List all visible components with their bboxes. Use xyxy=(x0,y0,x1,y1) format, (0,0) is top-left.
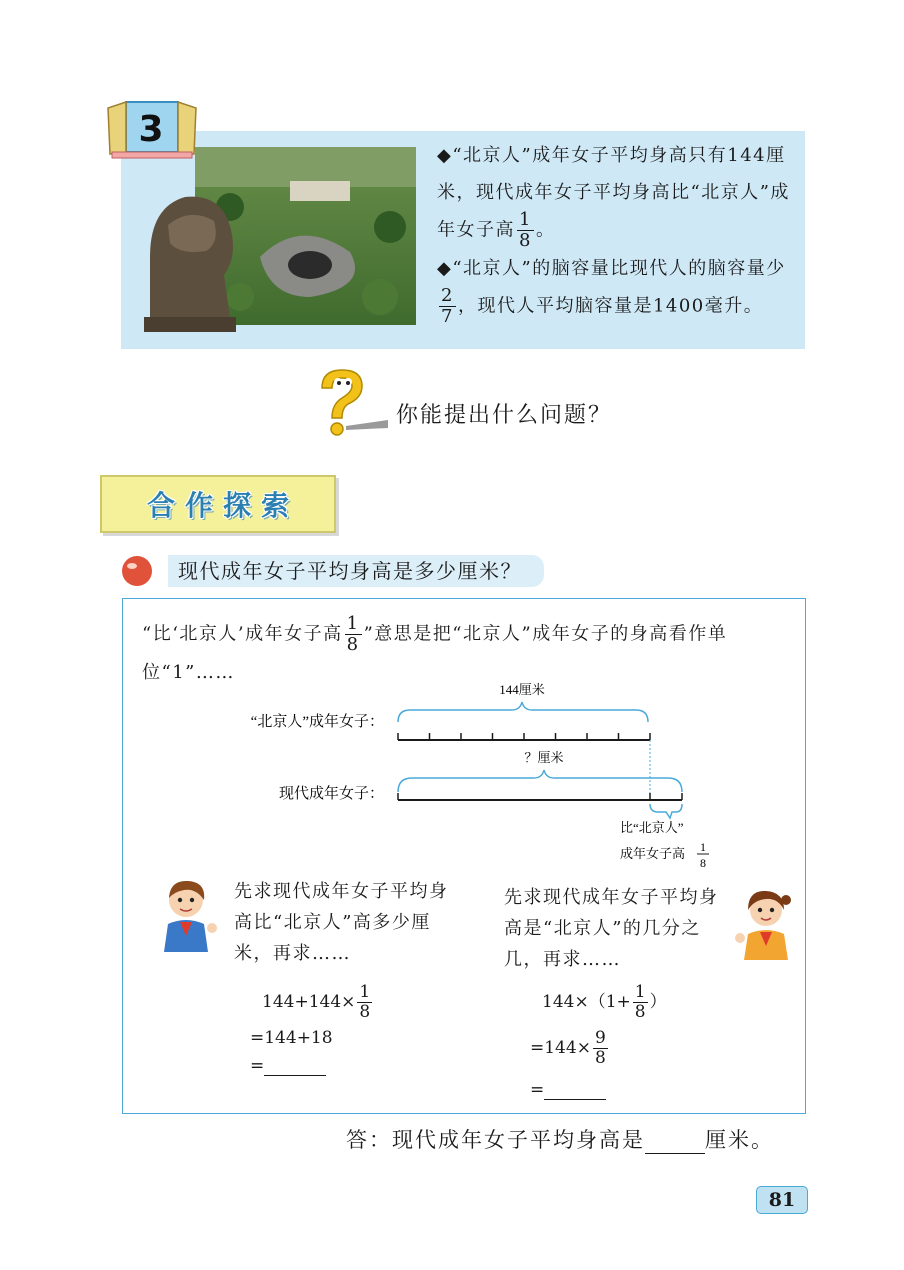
answer-blank[interactable] xyxy=(645,1133,705,1154)
left-calc-line2: =144+18 xyxy=(250,1028,333,1048)
fraction-two-sevenths: $\frac{2}{7}$ xyxy=(441,285,454,327)
left-method-talk: 先求现代成年女子平均身高比“北京人”高多少厘米，再求…… xyxy=(234,881,449,964)
right-method-talk: 先求现代成年女子平均身高是“北京人”的几分之几，再求…… xyxy=(504,887,719,970)
peking-man-photo xyxy=(140,147,416,332)
question-mark-icon xyxy=(310,366,390,440)
row2-label: 现代成年女子： xyxy=(278,786,384,802)
line-segment-diagram xyxy=(200,678,760,878)
answer-line: 答：现代成年女子平均身高是 厘米。 xyxy=(346,1128,774,1152)
answer-blank[interactable] xyxy=(264,1057,326,1076)
bullet2-text: ◆“北京人”的脑容量比现代人的脑容量少 xyxy=(437,258,786,279)
note-den: 8 xyxy=(700,856,706,870)
brace-unknown xyxy=(398,770,682,792)
left-calc-line3: = xyxy=(250,1056,326,1076)
fraction-one-eighth: $\frac{1}{8}$ xyxy=(519,209,532,251)
brace-144 xyxy=(398,702,648,722)
girl-character-icon xyxy=(732,886,796,960)
boy-character-icon xyxy=(156,878,222,952)
section-title xyxy=(100,475,336,533)
bullet1-text: ◆“北京人”成年女子平均身高只有144厘米，现代成年女子平均身高比“北京人”成年女子高 xyxy=(437,145,790,241)
note-line2: 成年女子高 xyxy=(620,846,686,861)
right-calc-line3: = xyxy=(530,1080,606,1100)
right-calc-line1: 144×（1+ $\frac{1}{8}$ ） xyxy=(542,982,667,1022)
problem-text: ◆“北京人”成年女子平均身高只有144厘米，现代成年女子平均身高比“北京人”成年女子高 $\frac{1}{8}$ 。 ◆“北京人”的脑容量比现代人的脑容量少 $\frac{2}{7}$ ，现代人平均脑容量是1400毫升。 xyxy=(437,145,790,327)
fraction-one-eighth: $\frac{1}{8}$ xyxy=(346,613,360,655)
section-title-text: 合作探索 xyxy=(146,489,299,522)
explanation-text: “比‘北京人’成年女子高 $\frac{1}{8}$ ”意思是把“北京人”成年女子的身高看作单位“1”…… xyxy=(142,613,728,683)
answer-blank[interactable] xyxy=(544,1081,606,1100)
label-unknown-cm: ？厘米 xyxy=(524,750,564,765)
problem-number: 3 xyxy=(138,109,164,150)
page-number: 81 xyxy=(756,1186,808,1214)
red-ball-icon xyxy=(120,554,154,588)
note-line1: 比“北京人” xyxy=(620,820,684,835)
sub-question: 现代成年女子平均身高是多少厘米？ xyxy=(168,555,544,587)
right-calc-line2: =144× $\frac{9}{8}$ xyxy=(530,1028,606,1068)
brace-extra xyxy=(650,804,682,818)
note-num: 1 xyxy=(700,840,706,854)
left-calc-line1: 144+144× $\frac{1}{8}$ xyxy=(262,982,371,1022)
question-prompt: 你能提出什么问题？ xyxy=(396,403,613,428)
label-144cm: 144厘米 xyxy=(499,682,545,697)
row1-label: “北京人”成年女子： xyxy=(250,714,384,730)
